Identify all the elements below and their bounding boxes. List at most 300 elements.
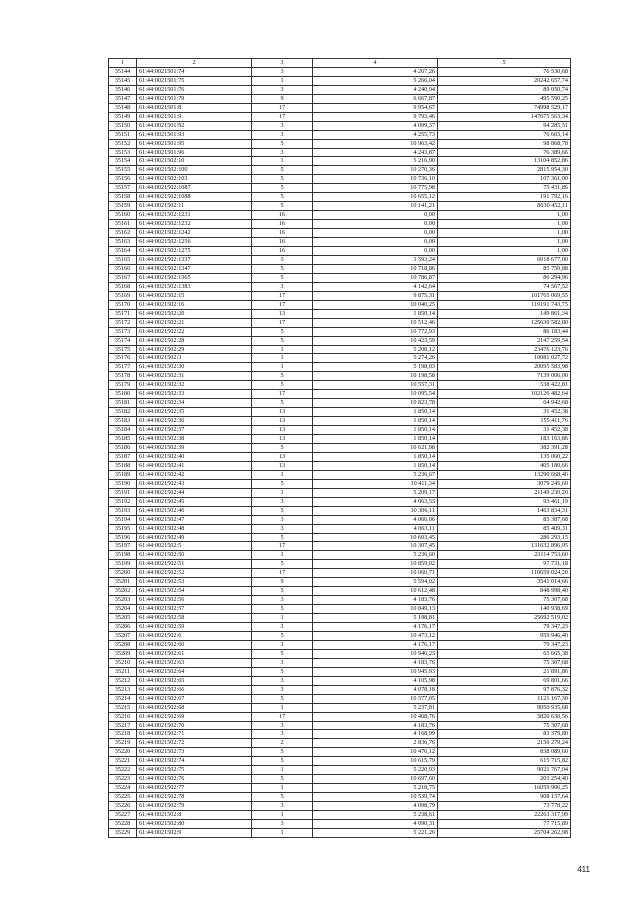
cadastral-value-cell: 107 361,00 bbox=[438, 175, 571, 184]
table-row bbox=[109, 524, 571, 533]
group-code-cell: 5 bbox=[252, 757, 313, 766]
specific-value-cell: 4 176,17 bbox=[313, 640, 438, 649]
cadastral-number-cell: 61:44:0021502:46 bbox=[137, 506, 252, 515]
column-header-3: 3 bbox=[252, 59, 313, 68]
group-code-cell: 16 bbox=[252, 220, 313, 229]
row-number-cell: 35151 bbox=[109, 130, 137, 139]
table-row bbox=[109, 300, 571, 309]
page-number: 411 bbox=[577, 865, 590, 874]
table-row bbox=[109, 354, 571, 363]
row-number-cell: 35161 bbox=[109, 220, 137, 229]
row-number-cell: 35206 bbox=[109, 623, 137, 632]
specific-value-cell: 5 237,81 bbox=[313, 703, 438, 712]
specific-value-cell: 10 060,71 bbox=[313, 569, 438, 578]
cadastral-number-cell: 61:44:0021502:6 bbox=[137, 632, 252, 641]
table-row bbox=[109, 632, 571, 641]
specific-value-cell: 4 267,26 bbox=[313, 67, 438, 76]
group-code-cell: 1 bbox=[252, 76, 313, 85]
group-code-cell: 3 bbox=[252, 282, 313, 291]
cadastral-value-cell: 31 452,38 bbox=[438, 408, 571, 417]
table-row bbox=[109, 649, 571, 658]
row-number-cell: 35227 bbox=[109, 811, 137, 820]
cadastral-number-cell: 61:44:0021502:70 bbox=[137, 721, 252, 730]
cadastral-number-cell: 61:44:0021502:1256 bbox=[137, 238, 252, 247]
row-number-cell: 35156 bbox=[109, 175, 137, 184]
row-number-cell: 35153 bbox=[109, 148, 137, 157]
cadastral-value-cell: 1,00 bbox=[438, 238, 571, 247]
row-number-cell: 35182 bbox=[109, 408, 137, 417]
table-row bbox=[109, 551, 571, 560]
group-code-cell: 5 bbox=[252, 399, 313, 408]
cadastral-value-cell: 89 050,74 bbox=[438, 85, 571, 94]
table-row bbox=[109, 712, 571, 721]
table-row bbox=[109, 426, 571, 435]
cadastral-value-cell: 85 750,88 bbox=[438, 264, 571, 273]
group-code-cell: 3 bbox=[252, 676, 313, 685]
group-code-cell: 13 bbox=[252, 309, 313, 318]
specific-value-cell: 4 078,18 bbox=[313, 685, 438, 694]
column-header-5: 5 bbox=[438, 59, 571, 68]
group-code-cell: 5 bbox=[252, 336, 313, 345]
row-number-cell: 35209 bbox=[109, 649, 137, 658]
specific-value-cell: 10 468,76 bbox=[313, 712, 438, 721]
row-number-cell: 35165 bbox=[109, 255, 137, 264]
table-row bbox=[109, 533, 571, 542]
row-number-cell: 35212 bbox=[109, 676, 137, 685]
cadastral-number-cell: 61:44:0021502:1383 bbox=[137, 282, 252, 291]
cadastral-number-cell: 61:44:0021502:50 bbox=[137, 551, 252, 560]
specific-value-cell: 10 775,98 bbox=[313, 184, 438, 193]
cadastral-value-cell: 135 060,22 bbox=[438, 452, 571, 461]
table-row bbox=[109, 542, 571, 551]
row-number-cell: 35201 bbox=[109, 578, 137, 587]
cadastral-value-cell: 86 294,96 bbox=[438, 273, 571, 282]
cadastral-number-cell: 61:44:0021502:29 bbox=[137, 345, 252, 354]
cadastral-value-cell: 3079 245,60 bbox=[438, 479, 571, 488]
specific-value-cell: 10 539,74 bbox=[313, 793, 438, 802]
row-number-cell: 35180 bbox=[109, 390, 137, 399]
table-row bbox=[109, 775, 571, 784]
group-code-cell: 5 bbox=[252, 667, 313, 676]
cadastral-value-cell: 65 665,38 bbox=[438, 649, 571, 658]
specific-value-cell: 10 270,36 bbox=[313, 166, 438, 175]
cadastral-number-cell: 61:44:0021502:1088 bbox=[137, 193, 252, 202]
group-code-cell: 5 bbox=[252, 327, 313, 336]
group-code-cell: 13 bbox=[252, 426, 313, 435]
cadastral-value-cell: 125630 582,80 bbox=[438, 318, 571, 327]
row-number-cell: 35183 bbox=[109, 417, 137, 426]
specific-value-cell: 10 945,93 bbox=[313, 667, 438, 676]
cadastral-number-cell: 61:44:0021502:3 bbox=[137, 354, 252, 363]
table-row bbox=[109, 211, 571, 220]
specific-value-cell: 10 615,79 bbox=[313, 757, 438, 766]
cadastral-value-cell: 73 778,22 bbox=[438, 802, 571, 811]
row-number-cell: 35204 bbox=[109, 605, 137, 614]
cadastral-value-cell: 1,00 bbox=[438, 247, 571, 256]
specific-value-cell: 5 220,93 bbox=[313, 766, 438, 775]
group-code-cell: 16 bbox=[252, 247, 313, 256]
table-row bbox=[109, 461, 571, 470]
row-number-cell: 35197 bbox=[109, 542, 137, 551]
specific-value-cell: 4 063,53 bbox=[313, 497, 438, 506]
row-number-cell: 35154 bbox=[109, 157, 137, 166]
group-code-cell: 5 bbox=[252, 381, 313, 390]
specific-value-cell: 0,00 bbox=[313, 229, 438, 238]
specific-value-cell: 4 183,76 bbox=[313, 721, 438, 730]
row-number-cell: 35194 bbox=[109, 515, 137, 524]
cadastral-number-cell: 61:44:0021502:79 bbox=[137, 802, 252, 811]
cadastral-number-cell: 61:44:0021502:49 bbox=[137, 533, 252, 542]
cadastral-number-cell: 61:44:0021502:77 bbox=[137, 784, 252, 793]
specific-value-cell: 4 105,98 bbox=[313, 676, 438, 685]
specific-value-cell: 10 040,25 bbox=[313, 300, 438, 309]
cadastral-value-cell: 75 431,86 bbox=[438, 184, 571, 193]
cadastral-number-cell: 61:44:0021502:41 bbox=[137, 461, 252, 470]
row-number-cell: 35216 bbox=[109, 712, 137, 721]
group-code-cell: 16 bbox=[252, 211, 313, 220]
cadastral-number-cell: 61:44:0021502:51 bbox=[137, 560, 252, 569]
cadastral-number-cell: 61:44:0021502:21 bbox=[137, 318, 252, 327]
cadastral-value-cell: 382 391,28 bbox=[438, 443, 571, 452]
group-code-cell: 5 bbox=[252, 775, 313, 784]
group-code-cell: 5 bbox=[252, 166, 313, 175]
cadastral-number-cell: 61:44:0021502:11 bbox=[137, 202, 252, 211]
cadastral-value-cell: 21 891,86 bbox=[438, 667, 571, 676]
group-code-cell: 3 bbox=[252, 640, 313, 649]
specific-value-cell: 0,00 bbox=[313, 211, 438, 220]
table-row bbox=[109, 820, 571, 829]
row-number-cell: 35211 bbox=[109, 667, 137, 676]
cadastral-number-cell: 61:44:0021502:73 bbox=[137, 748, 252, 757]
group-code-cell: 1 bbox=[252, 363, 313, 372]
table-row bbox=[109, 596, 571, 605]
cadastral-number-cell: 61:44:0021502:58 bbox=[137, 614, 252, 623]
table-row bbox=[109, 730, 571, 739]
cadastral-value-cell: 838 089,60 bbox=[438, 748, 571, 757]
cadastral-number-cell: 61:44:0021501:74 bbox=[137, 67, 252, 76]
cadastral-number-cell: 61:44:0021502:68 bbox=[137, 703, 252, 712]
row-number-cell: 35224 bbox=[109, 784, 137, 793]
cadastral-number-cell: 61:44:0021502:63 bbox=[137, 658, 252, 667]
group-code-cell: 5 bbox=[252, 184, 313, 193]
cadastral-value-cell: 1,00 bbox=[438, 229, 571, 238]
group-code-cell: 17 bbox=[252, 318, 313, 327]
cadastral-number-cell: 61:44:0021502:28 bbox=[137, 336, 252, 345]
group-code-cell: 13 bbox=[252, 417, 313, 426]
table-row bbox=[109, 85, 571, 94]
table-row bbox=[109, 811, 571, 820]
specific-value-cell: 9 793,46 bbox=[313, 112, 438, 121]
table-row bbox=[109, 372, 571, 381]
specific-value-cell: 4 168,99 bbox=[313, 730, 438, 739]
row-number-cell: 35152 bbox=[109, 139, 137, 148]
table-row bbox=[109, 103, 571, 112]
specific-value-cell: 1 850,14 bbox=[313, 461, 438, 470]
group-code-cell: 5 bbox=[252, 443, 313, 452]
specific-value-cell: 4 142,64 bbox=[313, 282, 438, 291]
group-code-cell: 1 bbox=[252, 614, 313, 623]
group-code-cell: 3 bbox=[252, 121, 313, 130]
group-code-cell: 17 bbox=[252, 542, 313, 551]
table-row bbox=[109, 229, 571, 238]
table-header-row bbox=[109, 59, 571, 68]
cadastral-value-cell: 21149 230,20 bbox=[438, 488, 571, 497]
specific-value-cell: 10 612,48 bbox=[313, 587, 438, 596]
row-number-cell: 35200 bbox=[109, 569, 137, 578]
table-row bbox=[109, 157, 571, 166]
row-number-cell: 35178 bbox=[109, 372, 137, 381]
row-number-cell: 35164 bbox=[109, 247, 137, 256]
table-row bbox=[109, 488, 571, 497]
group-code-cell: 17 bbox=[252, 390, 313, 399]
specific-value-cell: 1 850,14 bbox=[313, 426, 438, 435]
cadastral-number-cell: 61:44:0021502:32 bbox=[137, 381, 252, 390]
table-row bbox=[109, 793, 571, 802]
group-code-cell: 3 bbox=[252, 658, 313, 667]
cadastral-number-cell: 61:44:0021502:65 bbox=[137, 676, 252, 685]
row-number-cell: 35195 bbox=[109, 524, 137, 533]
cadastral-number-cell: 61:44:0021502:36 bbox=[137, 417, 252, 426]
row-number-cell: 35205 bbox=[109, 614, 137, 623]
specific-value-cell: 1 850,14 bbox=[313, 309, 438, 318]
row-number-cell: 35221 bbox=[109, 757, 137, 766]
specific-value-cell: 5 209,17 bbox=[313, 488, 438, 497]
specific-value-cell: 4 176,17 bbox=[313, 623, 438, 632]
row-number-cell: 35181 bbox=[109, 399, 137, 408]
group-code-cell: 5 bbox=[252, 175, 313, 184]
row-number-cell: 35150 bbox=[109, 121, 137, 130]
table-row bbox=[109, 193, 571, 202]
group-code-cell: 3 bbox=[252, 596, 313, 605]
group-code-cell: 13 bbox=[252, 435, 313, 444]
group-code-cell: 5 bbox=[252, 264, 313, 273]
row-number-cell: 35202 bbox=[109, 587, 137, 596]
column-header-4: 4 bbox=[313, 59, 438, 68]
specific-value-cell: 4 243,87 bbox=[313, 148, 438, 157]
row-number-cell: 35203 bbox=[109, 596, 137, 605]
cadastral-number-cell: 61:44:0021502:47 bbox=[137, 515, 252, 524]
table-row bbox=[109, 247, 571, 256]
table-row bbox=[109, 238, 571, 247]
cadastral-number-cell: 61:44:0021502:48 bbox=[137, 524, 252, 533]
cadastral-number-cell: 61:44:0021501:8 bbox=[137, 103, 252, 112]
cadastral-value-cell: 3541 014,66 bbox=[438, 578, 571, 587]
row-number-cell: 35223 bbox=[109, 775, 137, 784]
table-row bbox=[109, 327, 571, 336]
table-row bbox=[109, 569, 571, 578]
table-row bbox=[109, 76, 571, 85]
cadastral-number-cell: 61:44:0021502:56 bbox=[137, 596, 252, 605]
cadastral-value-cell: 20095 583,98 bbox=[438, 363, 571, 372]
cadastral-value-cell: 25692 519,02 bbox=[438, 614, 571, 623]
specific-value-cell: 5 238,61 bbox=[313, 811, 438, 820]
table-row bbox=[109, 605, 571, 614]
row-number-cell: 35176 bbox=[109, 354, 137, 363]
cadastral-value-cell: 183 163,86 bbox=[438, 435, 571, 444]
row-number-cell: 35148 bbox=[109, 103, 137, 112]
specific-value-cell: 5 198,03 bbox=[313, 363, 438, 372]
row-number-cell: 35219 bbox=[109, 739, 137, 748]
cadastral-value-cell: 64 942,68 bbox=[438, 399, 571, 408]
row-number-cell: 35229 bbox=[109, 828, 137, 837]
specific-value-cell: 4 183,76 bbox=[313, 658, 438, 667]
cadastral-value-cell: 13290 668,46 bbox=[438, 470, 571, 479]
specific-value-cell: 5 198,81 bbox=[313, 614, 438, 623]
group-code-cell: 5 bbox=[252, 605, 313, 614]
table-row bbox=[109, 757, 571, 766]
specific-value-cell: 5 208,12 bbox=[313, 345, 438, 354]
table-row bbox=[109, 184, 571, 193]
group-code-cell: 16 bbox=[252, 229, 313, 238]
table-row bbox=[109, 175, 571, 184]
row-number-cell: 35226 bbox=[109, 802, 137, 811]
cadastral-number-cell: 61:44:0021502:30 bbox=[137, 363, 252, 372]
cadastral-value-cell: 22263 317,99 bbox=[438, 811, 571, 820]
specific-value-cell: 5 266,04 bbox=[313, 76, 438, 85]
table-row bbox=[109, 828, 571, 837]
table-row bbox=[109, 479, 571, 488]
specific-value-cell: 10 823,78 bbox=[313, 399, 438, 408]
cadastral-number-cell: 61:44:0021502:1232 bbox=[137, 220, 252, 229]
cadastral-number-cell: 61:44:0021502:10 bbox=[137, 157, 252, 166]
cadastral-value-cell: 5820 630,56 bbox=[438, 712, 571, 721]
table-row bbox=[109, 381, 571, 390]
specific-value-cell: 5 236,60 bbox=[313, 551, 438, 560]
table-row bbox=[109, 67, 571, 76]
specific-value-cell: 6 667,87 bbox=[313, 94, 438, 103]
table-row bbox=[109, 94, 571, 103]
cadastral-value-cell: 1,00 bbox=[438, 211, 571, 220]
cadastral-number-cell: 61:44:0021502:5 bbox=[137, 542, 252, 551]
cadastral-number-cell: 61:44:0021501:95 bbox=[137, 139, 252, 148]
row-number-cell: 35166 bbox=[109, 264, 137, 273]
specific-value-cell: 10 411,34 bbox=[313, 479, 438, 488]
group-code-cell: 5 bbox=[252, 649, 313, 658]
specific-value-cell: 10 859,02 bbox=[313, 560, 438, 569]
row-number-cell: 35172 bbox=[109, 318, 137, 327]
specific-value-cell: 10 473,12 bbox=[313, 632, 438, 641]
cadastral-number-cell: 61:44:0021502:69 bbox=[137, 712, 252, 721]
table-row bbox=[109, 390, 571, 399]
row-number-cell: 35162 bbox=[109, 229, 137, 238]
cadastral-value-cell: 93 461,19 bbox=[438, 497, 571, 506]
group-code-cell: 17 bbox=[252, 112, 313, 121]
cadastral-value-cell: 1121 167,30 bbox=[438, 694, 571, 703]
group-code-cell: 5 bbox=[252, 694, 313, 703]
cadastral-value-cell: 97 731,18 bbox=[438, 560, 571, 569]
cadastral-number-cell: 61:44:0021502:43 bbox=[137, 479, 252, 488]
row-number-cell: 35155 bbox=[109, 166, 137, 175]
group-code-cell: 1 bbox=[252, 354, 313, 363]
row-number-cell: 35159 bbox=[109, 202, 137, 211]
cadastral-number-cell: 61:44:0021501:76 bbox=[137, 85, 252, 94]
cadastral-value-cell: 2150 279,24 bbox=[438, 739, 571, 748]
group-code-cell: 3 bbox=[252, 524, 313, 533]
specific-value-cell: 5 274,26 bbox=[313, 354, 438, 363]
cadastral-number-cell: 61:44:0021501:92 bbox=[137, 121, 252, 130]
specific-value-cell: 5 221,26 bbox=[313, 828, 438, 837]
table-row bbox=[109, 497, 571, 506]
row-number-cell: 35175 bbox=[109, 345, 137, 354]
cadastral-number-cell: 61:44:0021502:61 bbox=[137, 649, 252, 658]
table-body bbox=[109, 67, 571, 837]
cadastral-value-cell: 20242 657,74 bbox=[438, 76, 571, 85]
group-code-cell: 3 bbox=[252, 515, 313, 524]
cadastral-value-cell: 76 530,68 bbox=[438, 67, 571, 76]
table-row bbox=[109, 336, 571, 345]
row-number-cell: 35158 bbox=[109, 193, 137, 202]
table-row bbox=[109, 676, 571, 685]
specific-value-cell: 10 476,12 bbox=[313, 748, 438, 757]
specific-value-cell: 10 849,13 bbox=[313, 605, 438, 614]
cadastral-number-cell: 61:44:0021502:1242 bbox=[137, 229, 252, 238]
row-number-cell: 35192 bbox=[109, 497, 137, 506]
specific-value-cell: 10 718,86 bbox=[313, 264, 438, 273]
specific-value-cell: 4 063,11 bbox=[313, 524, 438, 533]
cadastral-value-cell: 8630 452,11 bbox=[438, 202, 571, 211]
cadastral-value-cell: 86 183,44 bbox=[438, 327, 571, 336]
specific-value-cell: 10 963,42 bbox=[313, 139, 438, 148]
cadastral-number-cell: 61:44:0021502:40 bbox=[137, 452, 252, 461]
table-row bbox=[109, 443, 571, 452]
group-code-cell: 13 bbox=[252, 461, 313, 470]
cadastral-value-cell: 155 411,76 bbox=[438, 417, 571, 426]
group-code-cell: 5 bbox=[252, 479, 313, 488]
row-number-cell: 35168 bbox=[109, 282, 137, 291]
table-row bbox=[109, 506, 571, 515]
specific-value-cell: 10 603,45 bbox=[313, 533, 438, 542]
cadastral-number-cell: 61:44:0021502:31 bbox=[137, 372, 252, 381]
cadastral-value-cell: 203 254,40 bbox=[438, 775, 571, 784]
group-code-cell: 9 bbox=[252, 94, 313, 103]
cadastral-value-cell: 191 792,16 bbox=[438, 193, 571, 202]
cadastral-number-cell: 61:44:0021502:39 bbox=[137, 443, 252, 452]
group-code-cell: 17 bbox=[252, 291, 313, 300]
specific-value-cell: 4 090,31 bbox=[313, 820, 438, 829]
table-row bbox=[109, 685, 571, 694]
table-row bbox=[109, 139, 571, 148]
row-number-cell: 35198 bbox=[109, 551, 137, 560]
table-row bbox=[109, 587, 571, 596]
group-code-cell: 9 bbox=[252, 578, 313, 587]
row-number-cell: 35157 bbox=[109, 184, 137, 193]
cadastral-value-cell: 23476 123,76 bbox=[438, 345, 571, 354]
specific-value-cell: 10 786,87 bbox=[313, 273, 438, 282]
specific-value-cell: 10 095,54 bbox=[313, 390, 438, 399]
group-code-cell: 5 bbox=[252, 139, 313, 148]
specific-value-cell: 10 557,31 bbox=[313, 381, 438, 390]
cadastral-value-cell: 85 387,68 bbox=[438, 515, 571, 524]
row-number-cell: 35170 bbox=[109, 300, 137, 309]
row-number-cell: 35222 bbox=[109, 766, 137, 775]
cadastral-number-cell: 61:44:0021502:75 bbox=[137, 766, 252, 775]
cadastral-value-cell: 76 603,14 bbox=[438, 130, 571, 139]
cadastral-value-cell: 405 180,66 bbox=[438, 461, 571, 470]
table-row bbox=[109, 614, 571, 623]
row-number-cell: 35188 bbox=[109, 461, 137, 470]
cadastral-value-cell: 13104 852,86 bbox=[438, 157, 571, 166]
cadastral-number-cell: 61:44:0021502:72 bbox=[137, 739, 252, 748]
row-number-cell: 35147 bbox=[109, 94, 137, 103]
row-number-cell: 35177 bbox=[109, 363, 137, 372]
specific-value-cell: 5 218,75 bbox=[313, 784, 438, 793]
cadastral-number-cell: 61:44:0021502:80 bbox=[137, 820, 252, 829]
specific-value-cell: 4 183,76 bbox=[313, 596, 438, 605]
row-number-cell: 35144 bbox=[109, 67, 137, 76]
group-code-cell: 5 bbox=[252, 273, 313, 282]
group-code-cell: 5 bbox=[252, 193, 313, 202]
group-code-cell: 1 bbox=[252, 488, 313, 497]
